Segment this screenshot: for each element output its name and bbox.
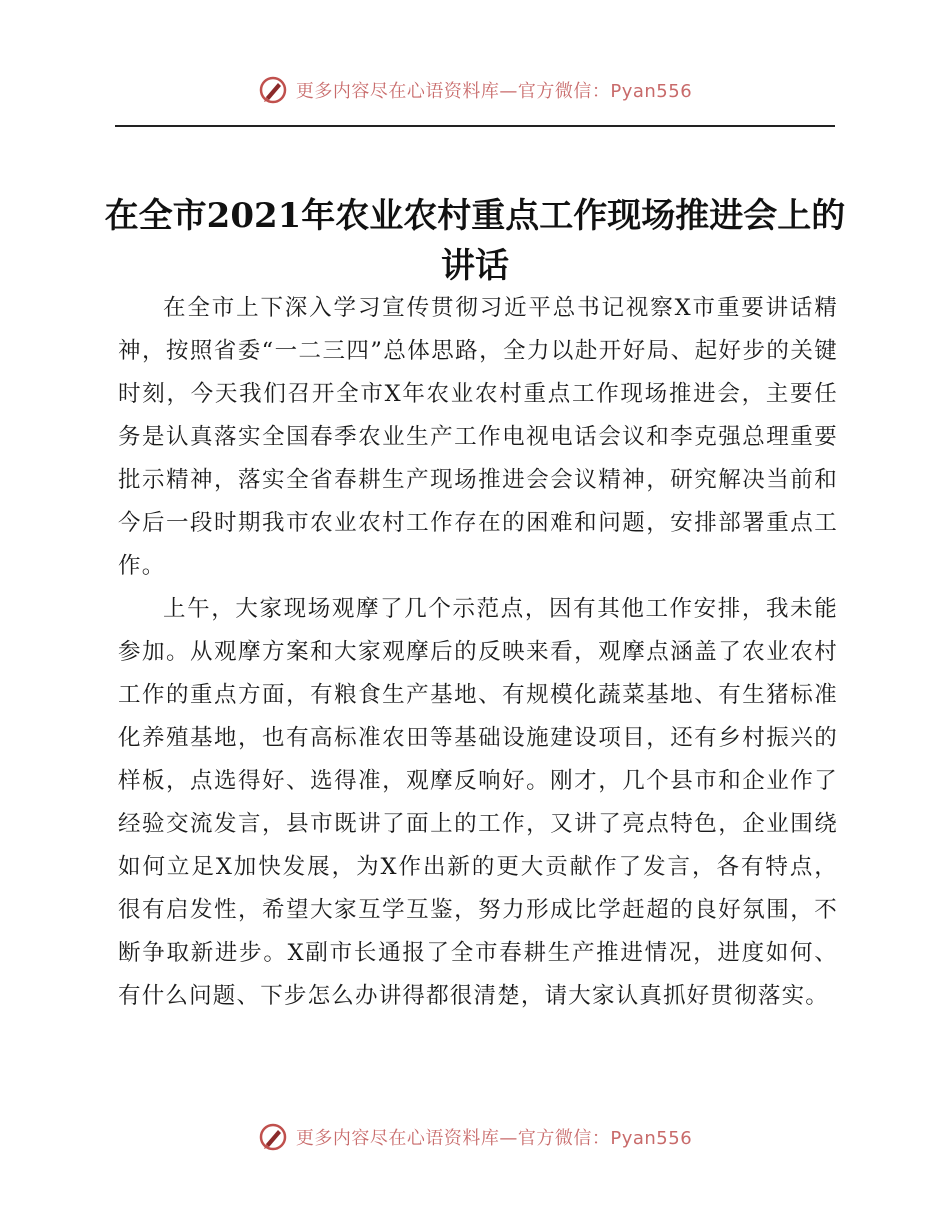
paragraph: 在全市上下深入学习宣传贯彻习近平总书记视察X市重要讲话精神，按照省委“一二三四”总体思路，全力以赴开好局、起好步的关键时刻，今天我们召开全市X年农业农村重点工作现场推进会，主要任务是认真落实全国春季农业生产工作电视电话会议和李克强总理重要批示精神，落实全省春耕生产现场推进会会议精神，研究解决当前和今后一段时期我市农业农村工作存在的困难和问题，安排部署重点工作。	[118, 295, 838, 579]
footer-watermark	[0, 1117, 950, 1157]
pen-logo-icon	[258, 1122, 288, 1152]
header-watermark	[0, 70, 950, 110]
pen-logo-icon	[258, 75, 288, 105]
watermark-text: 更多内容尽在心语资料库—官方微信：Pyan556	[295, 1128, 693, 1149]
page-title: 在全市2021年农业农村重点工作现场推进会上的讲话	[104, 195, 846, 286]
watermark-text: 更多内容尽在心语资料库—官方微信：Pyan556	[295, 81, 693, 102]
document-body	[118, 287, 838, 1018]
paragraph: 上午，大家现场观摩了几个示范点，因有其他工作安排，我未能参加。从观摩方案和大家观摩后的反映来看，观摩点涵盖了农业农村工作的重点方面，有粮食生产基地、有规模化蔬菜基地、有生猪标准化养殖基地，也有高标准农田等基础设施建设项目，还有乡村振兴的样板，点选得好、选得准，观摩反响好。刚才，几个县市和企业作了经验交流发言，县市既讲了面上的工作，又讲了亮点特色，企业围绕如何立足X加快发展，为X作出新的更大贡献作了发言，各有特点，很有启发性，希望大家互学互鉴，努力形成比学赶超的良好氛围，不断争取新进步。X副市长通报了全市春耕生产推进情况，进度如何、有什么问题、下步怎么办讲得都很清楚，请大家认真抓好贯彻落实。	[118, 596, 838, 1009]
header-divider	[115, 125, 835, 127]
